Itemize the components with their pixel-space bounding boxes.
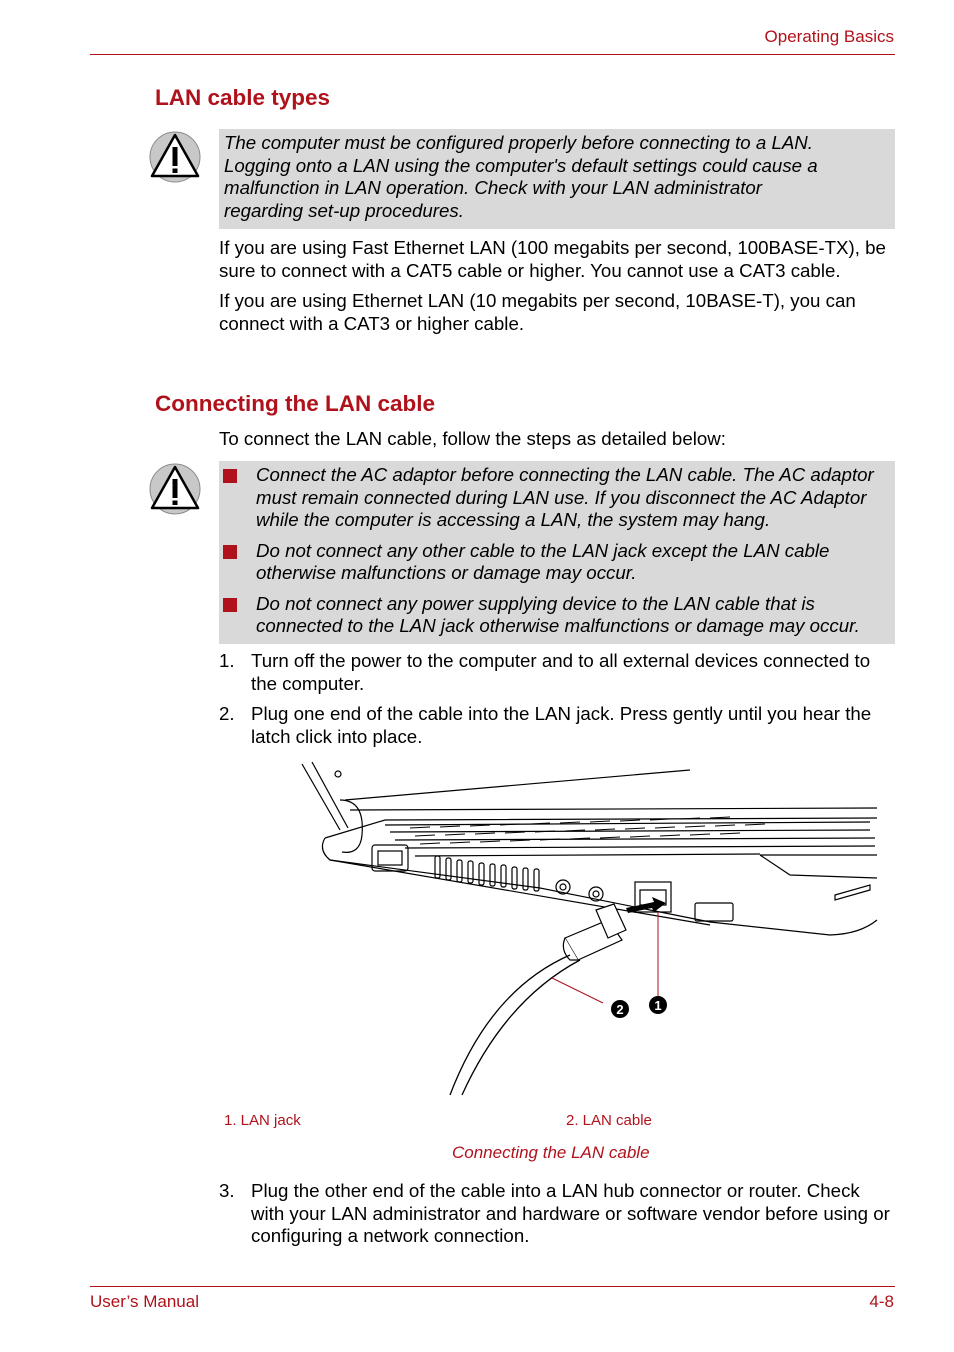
lan-connection-illustration (290, 760, 890, 1100)
steps-list-continued (219, 1180, 895, 1256)
callout-number-2: 2 (616, 1002, 624, 1017)
step-text: Plug the other end of the cable into a LAN hub connector or router. Check with your LAN administrator and hardware or software vendor before using or configuring a network connection. (251, 1180, 890, 1246)
caution-list-item (219, 464, 890, 532)
step-item (219, 703, 895, 748)
caution-list-item (219, 593, 890, 638)
caution-text (224, 132, 890, 222)
footer-manual-title: User’s Manual (90, 1292, 199, 1311)
caution-item-text: Do not connect any power supplying device to the LAN cable that is connected to the LAN jack otherwise malfunctions or damage may occur. (256, 592, 860, 636)
caution-line: malfunction in LAN operation. Check with your LAN administrator (224, 177, 763, 198)
figure-caption: Connecting the LAN cable (452, 1143, 650, 1162)
caution-list-item (219, 540, 890, 585)
cable-type-paragraphs (219, 237, 889, 343)
caution-icon (149, 129, 201, 185)
caution-icon (149, 461, 201, 517)
paragraph-fast-ethernet: If you are using Fast Ethernet LAN (100 megabits per second, 100BASE-TX), be sure to connect with a CAT5 cable or higher. You cannot use a CAT3 cable. (219, 237, 886, 281)
header-rule (90, 54, 895, 55)
section-heading-lan-cable-types: LAN cable types (155, 85, 331, 110)
section-heading-connecting: Connecting the LAN cable (155, 391, 436, 416)
figure-label-lan-cable: 2. LAN cable (566, 1112, 652, 1129)
caution-line: regarding set-up procedures. (224, 199, 464, 221)
bullet-square-icon (223, 598, 237, 612)
callout-number-1: 1 (654, 998, 662, 1013)
step-number: 1. (219, 650, 235, 671)
bullet-square-icon (223, 469, 237, 483)
footer-rule (90, 1286, 895, 1287)
step-item (219, 1180, 895, 1248)
step-text: Turn off the power to the computer and to all external devices connected to the computer. (251, 650, 871, 694)
caution-item-text: Connect the AC adaptor before connecting the LAN cable. The AC adaptor must remain connected during LAN use. If you disconnect the AC Adaptor while the computer is accessing a LAN, the system may hang. (256, 464, 874, 530)
caution-line: Logging onto a LAN using the computer's default settings could cause a (224, 154, 818, 176)
step-text: Plug one end of the cable into the LAN jack. Press gently until you hear the latch click into place. (251, 703, 872, 747)
caution-note-configuration (219, 129, 895, 229)
connecting-intro: To connect the LAN cable, follow the steps as detailed below: (219, 428, 726, 449)
bullet-square-icon (223, 545, 237, 559)
caution-note-lan-use (219, 461, 895, 644)
step-number: 2. (219, 703, 235, 724)
running-header: Operating Basics (764, 27, 894, 46)
caution-item-text: Do not connect any other cable to the LAN jack except the LAN cable otherwise malfunctions or damage may occur. (256, 539, 830, 583)
figure-label-lan-jack: 1. LAN jack (224, 1112, 301, 1129)
step-item (219, 650, 895, 695)
paragraph-ethernet: If you are using Ethernet LAN (10 megabits per second, 10BASE-T), you can connect with a CAT3 or higher cable. (219, 290, 856, 334)
step-number: 3. (219, 1180, 235, 1201)
caution-line: The computer must be configured properly before connecting to a LAN. (224, 132, 813, 153)
footer-page-number: 4-8 (869, 1292, 894, 1311)
steps-list (219, 650, 895, 756)
